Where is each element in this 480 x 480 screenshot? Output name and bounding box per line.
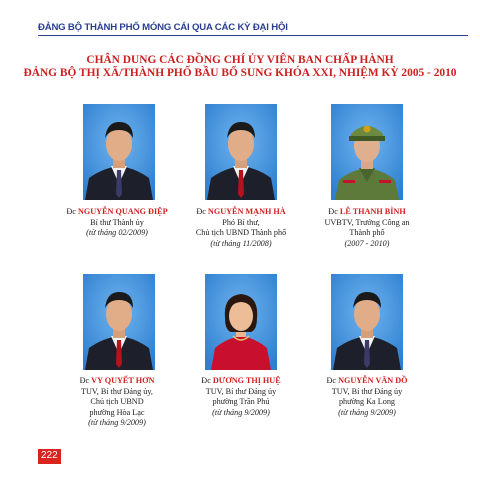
honorific: Đc <box>79 376 90 385</box>
person-role: Chủ tịch UBND <box>90 397 144 407</box>
person-name: DƯƠNG THỊ HUỆ <box>212 376 281 385</box>
person-term: (2007 - 2010) <box>344 238 390 248</box>
portrait-image <box>205 104 277 200</box>
portrait-photo <box>331 274 403 370</box>
portrait-photo <box>205 274 277 370</box>
portrait-photo <box>331 104 403 200</box>
person-role: Phó Bí thư, <box>222 217 260 227</box>
person-role: TUV, Bí thư Đảng ủy, <box>81 386 153 396</box>
portrait-image <box>331 274 403 370</box>
person-role: phường Trần Phú <box>212 397 270 407</box>
portrait-photo <box>83 274 155 370</box>
page-title-line-1: CHÂN DUNG CÁC ĐỒNG CHÍ ỦY VIÊN BAN CHẤP HÀNH <box>86 54 394 66</box>
page-title-line-2: ĐẢNG BỘ THỊ XÃ/THÀNH PHỐ BẦU BỔ SUNG KHÓA XXI, NHIỆM KỲ 2005 - 2010 <box>23 67 457 79</box>
person-name: NGUYỄN QUANG ĐIỆP <box>77 207 168 216</box>
person-caption <box>292 207 442 249</box>
person-term: (từ tháng 11/2008) <box>210 238 272 248</box>
page-number: 222 <box>38 449 61 464</box>
person-role: TUV, Bí thư Đảng ủy <box>205 386 277 396</box>
portrait-image <box>205 274 277 370</box>
person-role: Chủ tịch UBND Thành phố <box>195 228 287 238</box>
person-role: Thành phố <box>349 228 385 238</box>
honorific: Đc <box>328 207 338 216</box>
person-term: (từ tháng 9/2009) <box>212 407 270 417</box>
honorific: Đc <box>201 376 211 385</box>
portrait-image <box>83 104 155 200</box>
person-term: (từ tháng 9/2009) <box>338 407 396 417</box>
portrait-image <box>83 274 155 370</box>
honorific: Đc <box>326 376 337 385</box>
person-name: VY QUYẾT HƠN <box>91 376 155 385</box>
person-name: NGUYỄN MẠNH HÀ <box>207 207 286 216</box>
honorific: Đc <box>196 207 206 216</box>
person-name: NGUYỄN VĂN DỒ <box>338 376 408 385</box>
person-role: phường Ka Long <box>338 397 396 407</box>
portrait-image <box>331 104 403 200</box>
person-role: Bí thư Thành ủy <box>90 217 144 227</box>
honorific: Đc <box>66 207 76 216</box>
person-caption <box>292 376 442 418</box>
portrait-photo <box>83 104 155 200</box>
person-role: phường Hòa Lạc <box>89 407 145 417</box>
person-role: UVBTV, Trưởng Công an <box>324 217 410 227</box>
running-header: ĐẢNG BỘ THÀNH PHỐ MÓNG CÁI QUA CÁC KỲ ĐẠI HỘI <box>38 22 288 33</box>
person-term: (từ tháng 02/2009) <box>86 228 148 238</box>
person-name: LÊ THANH BÌNH <box>339 207 406 216</box>
person-term: (từ tháng 9/2009) <box>88 418 146 428</box>
portrait-photo <box>205 104 277 200</box>
person-role: TUV, Bí thư Đảng ủy <box>331 386 403 396</box>
header-divider <box>38 35 468 36</box>
